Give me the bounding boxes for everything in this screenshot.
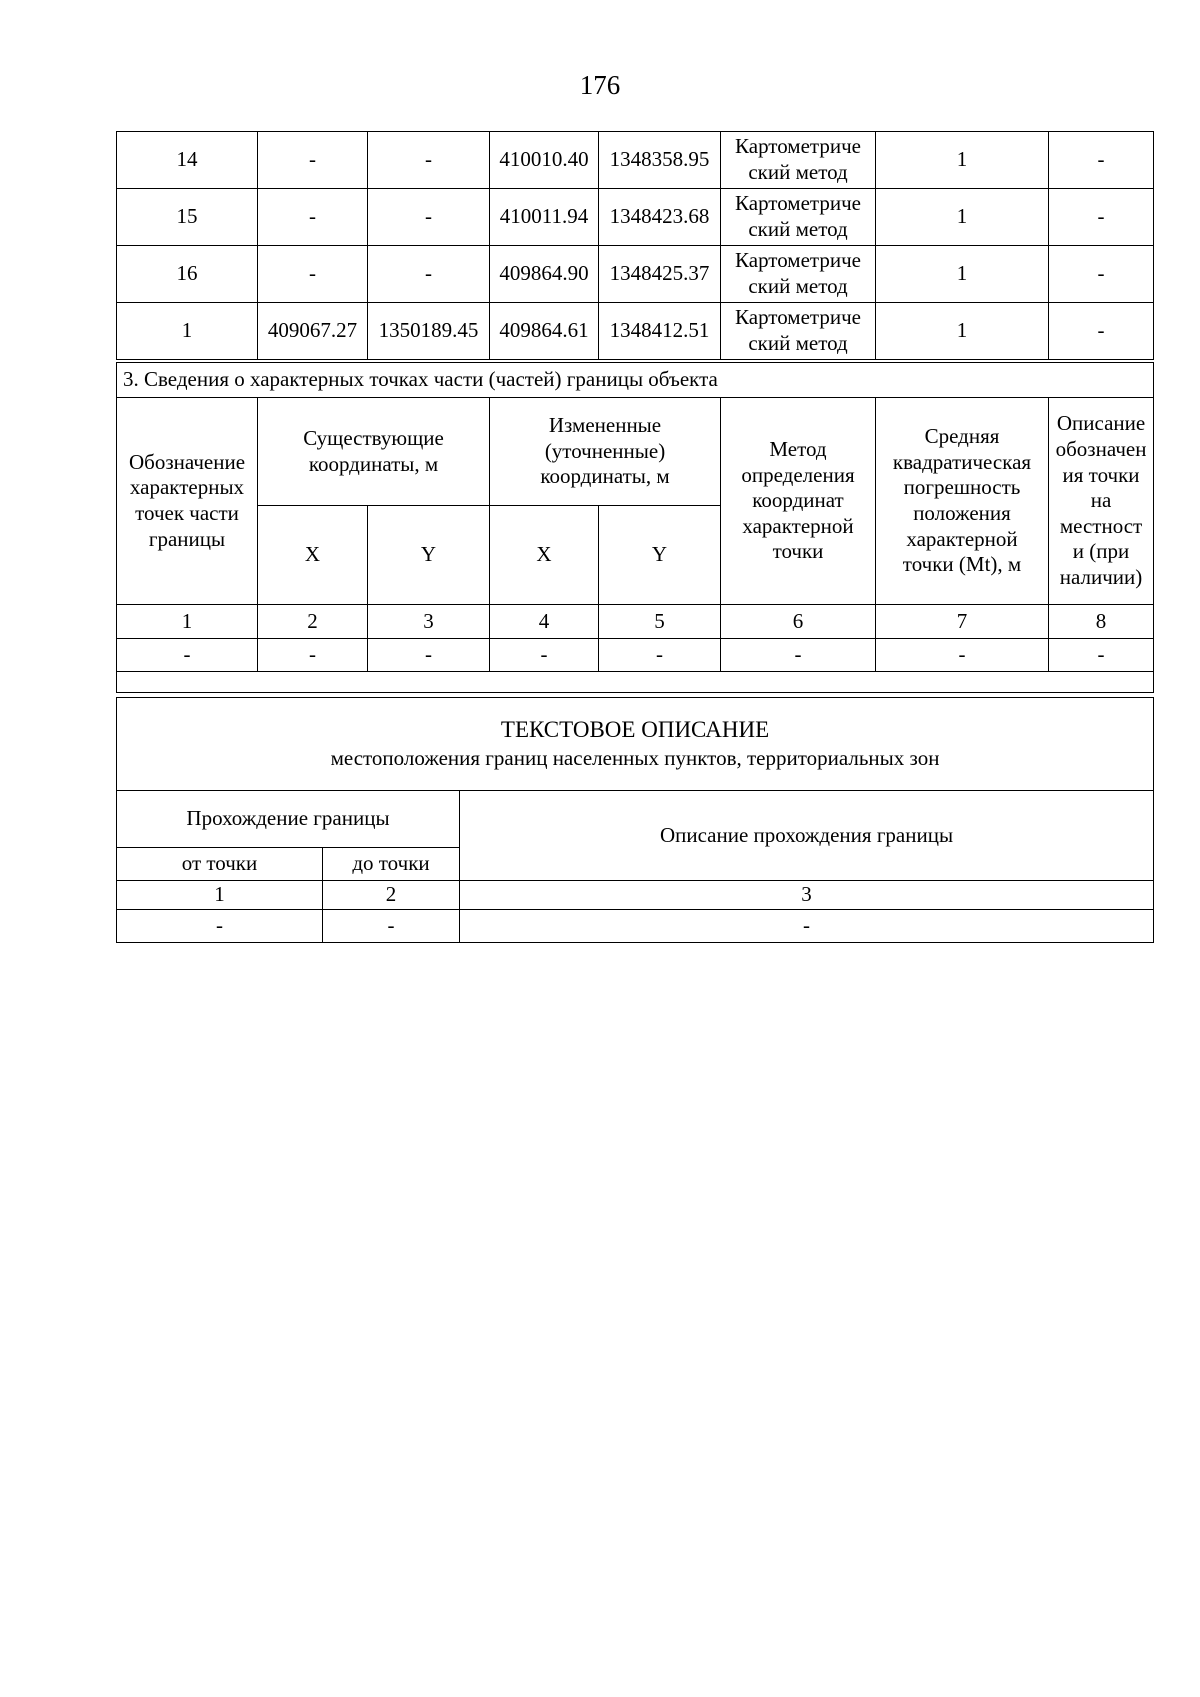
empty-cell: - <box>460 910 1154 943</box>
row-y-changed: 1348412.51 <box>599 303 721 360</box>
header-from-point: от точки <box>117 848 323 881</box>
header-existing-coords: Существующие координаты, м <box>258 398 490 506</box>
column-number: 6 <box>721 605 876 639</box>
column-number: 3 <box>460 881 1154 910</box>
header-existing-y: Y <box>368 506 490 605</box>
header-to-point: до точки <box>323 848 460 881</box>
row-method: Картометриче ский метод <box>721 303 876 360</box>
table-row <box>117 132 1154 189</box>
header-changed-x: X <box>490 506 599 605</box>
empty-cell: - <box>599 639 721 672</box>
text-description-title-cell <box>117 698 1154 791</box>
row-point: 16 <box>117 246 258 303</box>
header-method: Метод определения координат характерной точки <box>721 398 876 605</box>
empty-cell: - <box>368 639 490 672</box>
row-method: Картометриче ский метод <box>721 189 876 246</box>
row-x-changed: 409864.90 <box>490 246 599 303</box>
row-y-existing: - <box>368 246 490 303</box>
column-number: 3 <box>368 605 490 639</box>
empty-cell: - <box>117 639 258 672</box>
row-x-existing: - <box>258 132 368 189</box>
column-number: 7 <box>876 605 1049 639</box>
row-point: 1 <box>117 303 258 360</box>
text-description-table <box>116 697 1154 943</box>
row-x-changed: 410011.94 <box>490 189 599 246</box>
row-accuracy: 1 <box>876 246 1049 303</box>
empty-cell: - <box>721 639 876 672</box>
empty-cell: - <box>258 639 368 672</box>
table-row <box>117 303 1154 360</box>
header-changed-coords: Измененные (уточненные) координаты, м <box>490 398 721 506</box>
column-number: 4 <box>490 605 599 639</box>
header-passage-description: Описание прохождения границы <box>460 791 1154 881</box>
empty-cell: - <box>1049 639 1154 672</box>
column-number: 5 <box>599 605 721 639</box>
row-description: - <box>1049 303 1154 360</box>
empty-cell: - <box>490 639 599 672</box>
table-row <box>117 246 1154 303</box>
header-description: Описание обозначен ия точки на местност и (при наличии) <box>1049 398 1154 605</box>
header-accuracy: Средняя квадратическая погрешность положения характерной точки (Mt), м <box>876 398 1049 605</box>
row-x-changed: 409864.61 <box>490 303 599 360</box>
empty-cell: - <box>117 910 323 943</box>
page-number: 176 <box>579 70 621 100</box>
section3-table <box>116 362 1154 693</box>
row-point: 14 <box>117 132 258 189</box>
header-changed-y: Y <box>599 506 721 605</box>
column-number: 2 <box>258 605 368 639</box>
text-description-title: ТЕКСТОВОЕ ОПИСАНИЕ <box>500 717 770 743</box>
row-y-changed: 1348425.37 <box>599 246 721 303</box>
header-existing-x: X <box>258 506 368 605</box>
row-description: - <box>1049 246 1154 303</box>
table-row <box>117 189 1154 246</box>
text-description-subtitle: местоположения границ населенных пунктов, территориальных зон <box>330 746 940 771</box>
row-method: Картометриче ский метод <box>721 132 876 189</box>
empty-cell: - <box>876 639 1049 672</box>
header-point: Обозначение характерных точек части границы <box>117 398 258 605</box>
spacer-row <box>117 672 1154 693</box>
row-description: - <box>1049 132 1154 189</box>
row-accuracy: 1 <box>876 189 1049 246</box>
row-x-changed: 410010.40 <box>490 132 599 189</box>
row-x-existing: - <box>258 246 368 303</box>
column-number: 2 <box>323 881 460 910</box>
column-number: 1 <box>117 605 258 639</box>
row-method: Картометриче ский метод <box>721 246 876 303</box>
header-passage: Прохождение границы <box>117 791 460 848</box>
empty-cell: - <box>323 910 460 943</box>
row-accuracy: 1 <box>876 132 1049 189</box>
column-number: 8 <box>1049 605 1154 639</box>
row-y-existing: - <box>368 189 490 246</box>
section3-title: 3. Сведения о характерных точках части (частей) границы объекта <box>117 363 1154 398</box>
row-y-changed: 1348358.95 <box>599 132 721 189</box>
row-y-changed: 1348423.68 <box>599 189 721 246</box>
row-x-existing: - <box>258 189 368 246</box>
row-y-existing: 1350189.45 <box>368 303 490 360</box>
row-point: 15 <box>117 189 258 246</box>
row-accuracy: 1 <box>876 303 1049 360</box>
column-number: 1 <box>117 881 323 910</box>
row-x-existing: 409067.27 <box>258 303 368 360</box>
row-description: - <box>1049 189 1154 246</box>
row-y-existing: - <box>368 132 490 189</box>
coordinates-table <box>116 131 1154 360</box>
